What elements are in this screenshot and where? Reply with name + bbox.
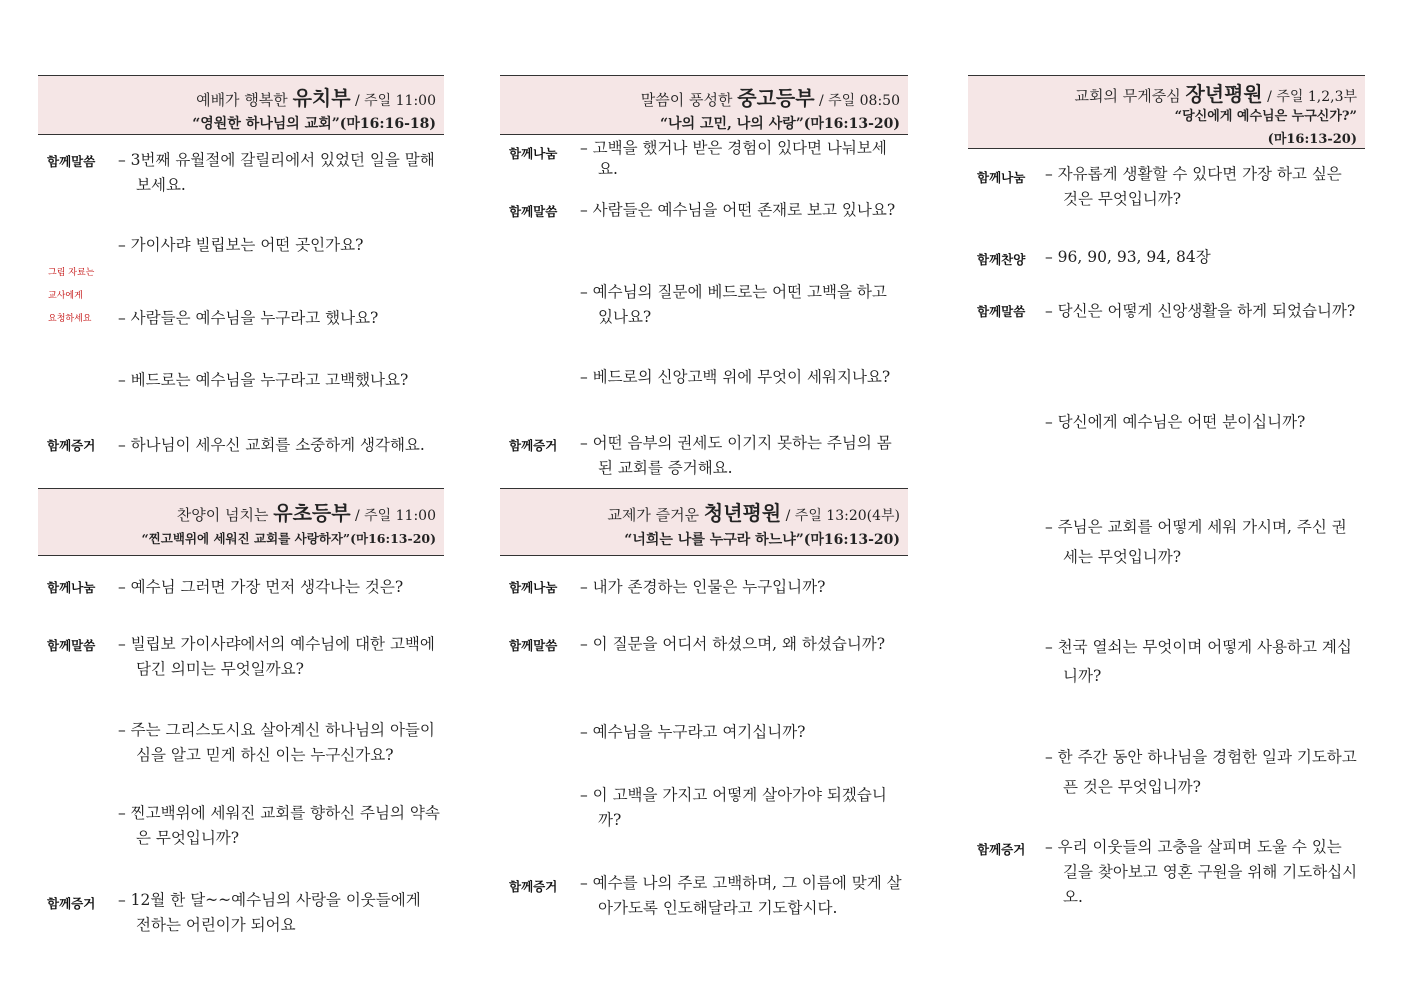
young-adult-dept-name: 청년평원 — [703, 501, 782, 525]
kinder-tag-witness: 함께증거 — [47, 438, 96, 453]
adult-tag-word: 함께말씀 — [977, 304, 1026, 319]
youth-header — [500, 75, 908, 135]
elementary-tag-share: 함께나눔 — [47, 580, 96, 595]
elementary-question-1: – 예수님 그러면 가장 먼저 생각나는 것은? — [118, 578, 404, 596]
elementary-question-4: – 찐고백위에 세워진 교회를 향하신 주님의 약속은 무엇입니까? — [118, 804, 440, 847]
youth-tag-word: 함께말씀 — [509, 204, 558, 219]
kinder-question-5: – 하나님이 세우신 교회를 소중하게 생각해요. — [118, 436, 425, 454]
elementary-tag-witness: 함께증거 — [47, 896, 96, 911]
youth-tag-witness: 함께증거 — [509, 438, 558, 453]
young-adult-question-1: – 내가 존경하는 인물은 누구입니까? — [580, 578, 826, 596]
kinder-question-1: – 3번째 유월절에 갈릴리에서 있었던 일을 말해보세요. — [118, 151, 435, 194]
kinder-note: 그림 자료는 교사에게 요청하세요 — [48, 268, 95, 324]
elementary-question-5: – 12월 한 달~~예수님의 사랑을 이웃들에게 전하는 어린이가 되어요 — [118, 891, 421, 934]
elementary-theme: “찐고백위에 세워진 교회를 사랑하자”(마16:13-20) — [141, 531, 436, 546]
elementary-question-3: – 주는 그리스도시요 살아계신 하나님의 아들이심을 알고 믿게 하신 이는 누구신가요? — [118, 721, 435, 764]
kinder-question-2: – 가이사랴 빌립보는 어떤 곳인가요? — [118, 236, 364, 254]
young-adult-tag-word: 함께말씀 — [509, 638, 558, 653]
kinder-header — [38, 75, 444, 135]
adult-tag-witness: 함께증거 — [977, 842, 1026, 857]
adult-hymns: – 96, 90, 93, 94, 84장 — [1045, 248, 1211, 266]
youth-tag-share: 함께나눔 — [509, 146, 558, 161]
young-adult-question-2: – 이 질문을 어디서 하셨으며, 왜 하셨습니까? — [580, 635, 886, 653]
adult-question-2: – 당신은 어떻게 신앙생활을 하게 되었습니까? — [1045, 302, 1356, 320]
elementary-header — [38, 488, 444, 556]
youth-question-4: – 베드로의 신앙고백 위에 무엇이 세워지나요? — [580, 368, 891, 386]
youth-question-2: – 사람들은 예수님을 어떤 존재로 보고 있나요? — [580, 201, 896, 219]
adult-question-1: – 자유롭게 생활할 수 있다면 가장 하고 싶은 것은 무엇입니까? — [1045, 165, 1342, 208]
adult-tag-praise: 함께찬양 — [977, 252, 1026, 267]
adult-question-4: – 주님은 교회를 어떻게 세워 가시며, 주신 권세는 무엇입니까? — [1045, 518, 1347, 566]
elementary-tag-word: 함께말씀 — [47, 638, 96, 653]
youth-theme: “나의 고민, 나의 사랑”(마16:13-20) — [660, 116, 900, 132]
kinder-dept-name: 유치부 — [292, 86, 351, 110]
elementary-dept-name: 유초등부 — [273, 501, 351, 525]
adult-title: 교회의 무게중심 장년평원 / 주일 1,2,3부 — [1074, 82, 1357, 106]
adult-question-6: – 한 주간 동안 하나님을 경험한 일과 기도하고픈 것은 무엇입니까? — [1045, 748, 1357, 796]
young-adult-header — [500, 488, 908, 556]
elementary-title: 찬양이 넘치는 유초등부 / 주일 11:00 — [176, 501, 436, 525]
kinder-tag-word: 함께말씀 — [47, 154, 96, 169]
youth-title: 말씀이 풍성한 중고등부 / 주일 08:50 — [640, 86, 900, 110]
young-adult-title: 교제가 즐거운 청년평원 / 주일 13:20(4부) — [607, 501, 900, 525]
kinder-question-4: – 베드로는 예수님을 누구라고 고백했나요? — [118, 371, 409, 389]
young-adult-theme: “너희는 나를 누구라 하느냐”(마16:13-20) — [624, 532, 900, 548]
kinder-theme: “영원한 하나님의 교회”(마16:16-18) — [192, 116, 436, 132]
adult-question-3: – 당신에게 예수님은 어떤 분이십니까? — [1045, 413, 1306, 431]
youth-question-3: – 예수님의 질문에 베드로는 어떤 고백을 하고 있나요? — [580, 283, 887, 326]
young-adult-tag-share: 함께나눔 — [509, 580, 558, 595]
elementary-question-2: – 빌립보 가이사랴에서의 예수님에 대한 고백에 담긴 의미는 무엇일까요? — [118, 635, 435, 678]
adult-question-7: – 우리 이웃들의 고충을 살피며 도울 수 있는 길을 찾아보고 영혼 구원을 위해 기도하십시오. — [1045, 838, 1358, 906]
adult-tag-share: 함께나눔 — [977, 170, 1026, 185]
kinder-title: 예배가 행복한 유치부 / 주일 11:00 — [196, 86, 436, 110]
youth-dept-name: 중고등부 — [737, 86, 815, 110]
youth-question-5: – 어떤 음부의 권세도 이기지 못하는 주님의 몸된 교회를 증거해요. — [580, 434, 892, 477]
adult-theme: “당신에게 예수님은 누구신가?” — [1174, 109, 1357, 124]
young-adult-question-4: – 이 고백을 가지고 어떻게 살아가야 되겠습니까? — [580, 786, 887, 829]
young-adult-question-3: – 예수님을 누구라고 여기십니까? — [580, 723, 806, 741]
adult-header — [968, 75, 1365, 149]
young-adult-tag-witness: 함께증거 — [509, 879, 558, 894]
adult-question-5: – 천국 열쇠는 무엇이며 어떻게 사용하고 계십니까? — [1045, 638, 1352, 685]
youth-question-1: – 고백을 했거나 받은 경험이 있다면 나눠보세요. — [580, 139, 887, 178]
kinder-question-3: – 사람들은 예수님을 누구라고 했나요? — [118, 309, 379, 327]
young-adult-question-5: – 예수를 나의 주로 고백하며, 그 이름에 맞게 살아가도록 인도해달라고 기도합시다. — [580, 874, 902, 917]
adult-dept-name: 장년평원 — [1185, 82, 1263, 106]
adult-theme-ref: (마16:13-20) — [1267, 132, 1357, 147]
